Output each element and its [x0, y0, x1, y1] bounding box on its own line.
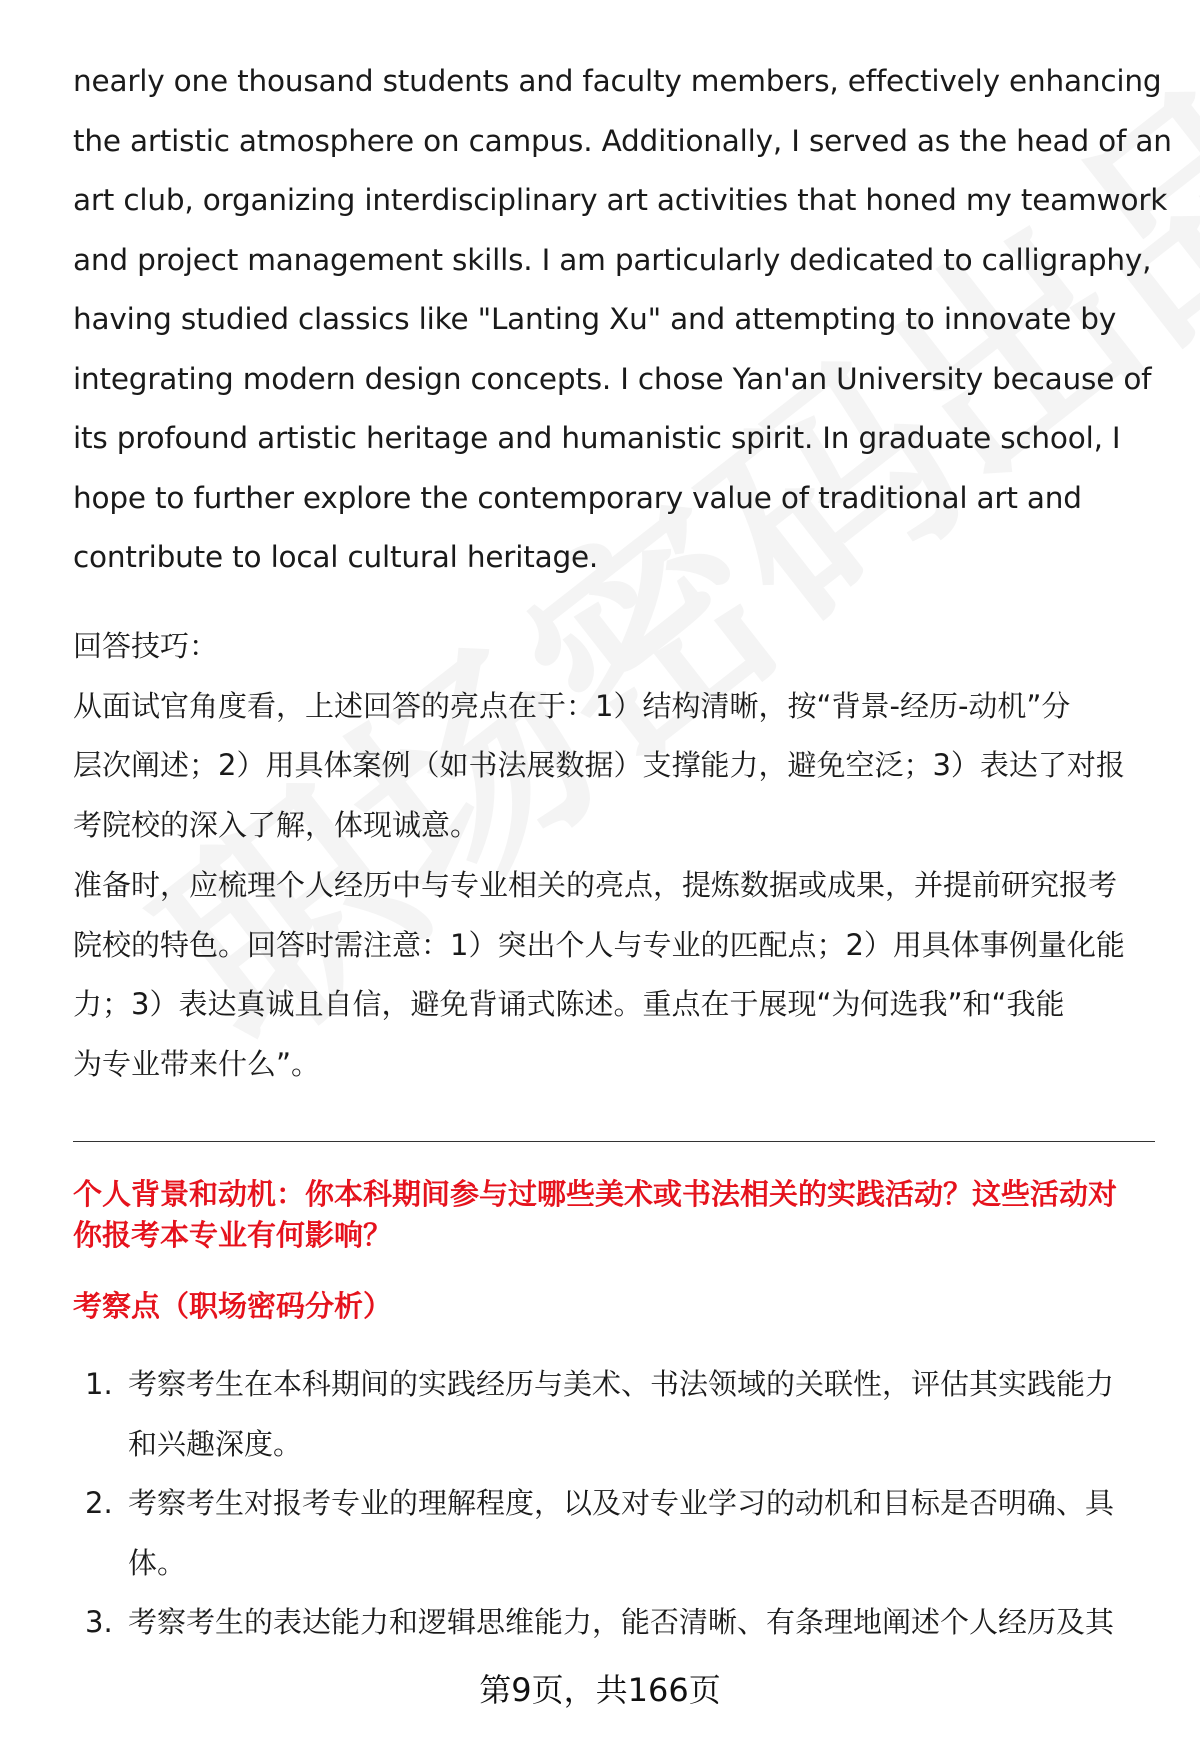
section-divider: [73, 1141, 1155, 1142]
paragraph-line: hope to further explore the contemporary value of traditional art and: [73, 480, 1082, 515]
tips-line: 力；3）表达真诚且自信，避免背诵式陈述。重点在于展现“为何选我”和“我能: [73, 987, 1065, 1022]
paragraph-line: and project management skills. I am particularly dedicated to calligraphy,: [73, 242, 1152, 277]
assessment-points-list: [73, 1355, 1163, 1653]
list-number: 1.: [85, 1367, 113, 1401]
page-number: 第9页，共166页: [479, 1671, 721, 1709]
list-item: [73, 1593, 1163, 1653]
tips-line: 从面试官角度看，上述回答的亮点在于：1）结构清晰，按“背景-经历-动机”分: [73, 688, 1071, 723]
english-paragraph: [73, 52, 1172, 588]
paragraph-line: integrating modern design concepts. I chose Yan'an University because of: [73, 361, 1152, 396]
list-item-text: 考察考生对报考专业的理解程度，以及对专业学习的动机和目标是否明确、具: [128, 1486, 1115, 1520]
question-line: 个人背景和动机：你本科期间参与过哪些美术或书法相关的实践活动？这些活动对: [73, 1177, 1118, 1211]
tips-line: 为专业带来什么”。: [73, 1046, 321, 1081]
list-item-text: 和兴趣深度。: [128, 1426, 303, 1461]
answer-tips: [73, 617, 1163, 1095]
question-line: 你报考本专业有何影响？: [73, 1218, 393, 1252]
list-item-text: 体。: [128, 1545, 187, 1580]
list-item: [73, 1355, 1163, 1474]
list-item-text: 考察考生的表达能力和逻辑思维能力，能否清晰、有条理地阐述个人经历及其: [128, 1605, 1115, 1639]
paragraph-line: contribute to local cultural heritage.: [73, 540, 599, 574]
paragraph-line: the artistic atmosphere on campus. Additionally, I served as the head of an: [73, 123, 1172, 158]
tips-line: 准备时，应梳理个人经历中与专业相关的亮点，提炼数据或成果，并提前研究报考: [73, 867, 1118, 902]
paragraph-line: nearly one thousand students and faculty members, effectively enhancing: [73, 64, 1162, 98]
paragraph-line: its profound artistic heritage and humanistic spirit. In graduate school, I: [73, 421, 1121, 455]
paragraph-line: art club, organizing interdisciplinary art activities that honed my teamwork: [73, 183, 1168, 217]
list-item: [73, 1474, 1163, 1593]
interview-question: [73, 1174, 1163, 1256]
assessment-heading: 考察点（职场密码分析）: [73, 1289, 393, 1323]
tips-heading: 回答技巧：: [73, 629, 219, 663]
tips-line: 层次阐述；2）用具体案例（如书法展数据）支撑能力，避免空泛；3）表达了对报: [73, 748, 1125, 783]
tips-line: 院校的特色。回答时需注意：1）突出个人与专业的匹配点；2）用具体事例量化能: [73, 927, 1125, 962]
list-item-text: 考察考生在本科期间的实践经历与美术、书法领域的关联性，评估其实践能力: [128, 1367, 1115, 1401]
list-number: 3.: [85, 1605, 113, 1639]
list-number: 2.: [85, 1486, 113, 1520]
tips-line: 考院校的深入了解，体现诚意。: [73, 808, 480, 843]
paragraph-line: having studied classics like "Lanting Xu" and attempting to innovate by: [73, 302, 1117, 336]
